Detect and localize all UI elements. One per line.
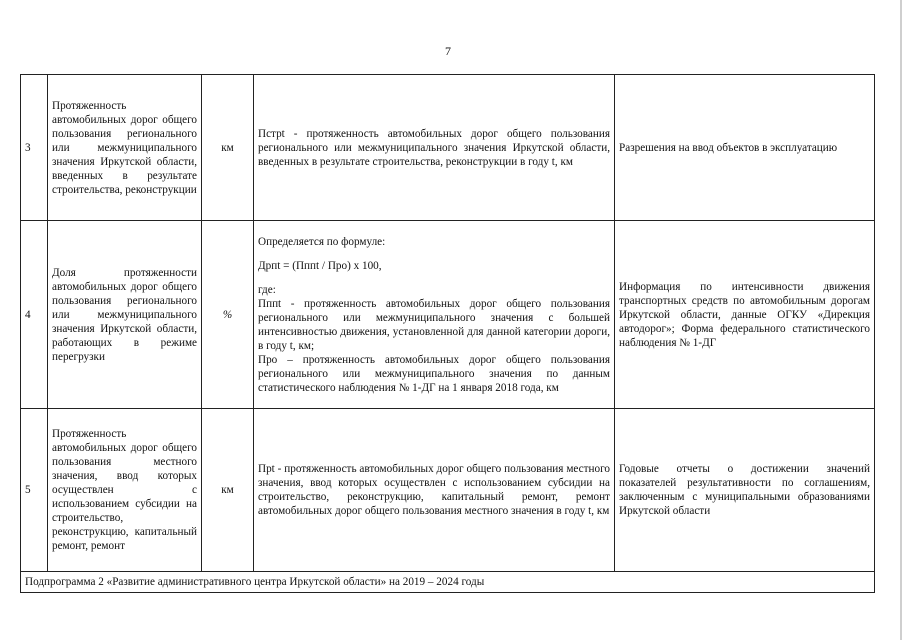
calculation-method: Прt - протяженность автомобильных дорог общего пользования местного значения, ввод которых осуществлен с использованием субсидии на строительство, реконструкцию, капитальный ремонт, ремонт автомобильных дорог общего пользования местного значения в году t, км — [254, 409, 615, 572]
subprogram-row — [21, 572, 875, 593]
subprogram-title: Подпрограмма 2 «Развитие административного центра Иркутской области» на 2019 – 2024 годы — [21, 572, 875, 593]
row-number: 5 — [21, 409, 48, 572]
where-label: где: — [258, 283, 276, 296]
method-intro: Определяется по формуле: — [258, 235, 386, 248]
definition-pro: Про – протяженность автомобильных дорог общего пользования регионального или межмуниципального значения по данным статистического наблюдения № 1-ДГ на 1 января 2018 года, км — [258, 353, 610, 394]
data-source: Разрешения на ввод объектов в эксплуатацию — [615, 75, 875, 221]
unit-cell: км — [202, 409, 254, 572]
indicators-table — [20, 74, 875, 593]
indicator-name: Протяженность автомобильных дорог общего пользования регионального или межмуниципального значения Иркутской области, введенных в результате строительства, реконструкции — [48, 75, 202, 221]
row-number: 3 — [21, 75, 48, 221]
data-source: Информация по интенсивности движения транспортных средств по автомобильным дорогам Иркутской области, данные ОГКУ «Дирекция автодорог»; Форма федерального статистического наблюдения № 1-ДГ — [615, 221, 875, 409]
unit-cell: км — [202, 75, 254, 221]
data-source: Годовые отчеты о достижении значений показателей результативности по соглашениям, заключенным с муниципальными образованиями Иркутской области — [615, 409, 875, 572]
table-row — [21, 75, 875, 221]
definition-pppt: Пппt - протяженность автомобильных дорог общего пользования регионального или межмуниципального значения с большей интенсивностью движения, установленной для данной категории дороги, в году t, км; — [258, 297, 610, 352]
calculation-method — [254, 221, 615, 409]
indicator-name: Доля протяженности автомобильных дорог общего пользования регионального или межмуниципального значения Иркутской области, работающих в режиме перегрузки — [48, 221, 202, 409]
page-number: 7 — [445, 44, 451, 58]
table-row — [21, 409, 875, 572]
formula: Дрпt = (Пппt / Про) x 100, — [258, 259, 382, 272]
unit-cell: % — [202, 221, 254, 409]
calculation-method: Пстрt - протяженность автомобильных дорог общего пользования регионального или межмуниципального значения Иркутской области, введенных в результате строительства, реконструкции в году t, км — [254, 75, 615, 221]
indicator-name: Протяженность автомобильных дорог общего пользования местного значения, ввод которых осуществлен с использованием субсидии на строительство, реконструкцию, капитальный ремонт, ремонт — [48, 409, 202, 572]
row-number: 4 — [21, 221, 48, 409]
table-row — [21, 221, 875, 409]
scan-edge-line — [900, 0, 902, 640]
